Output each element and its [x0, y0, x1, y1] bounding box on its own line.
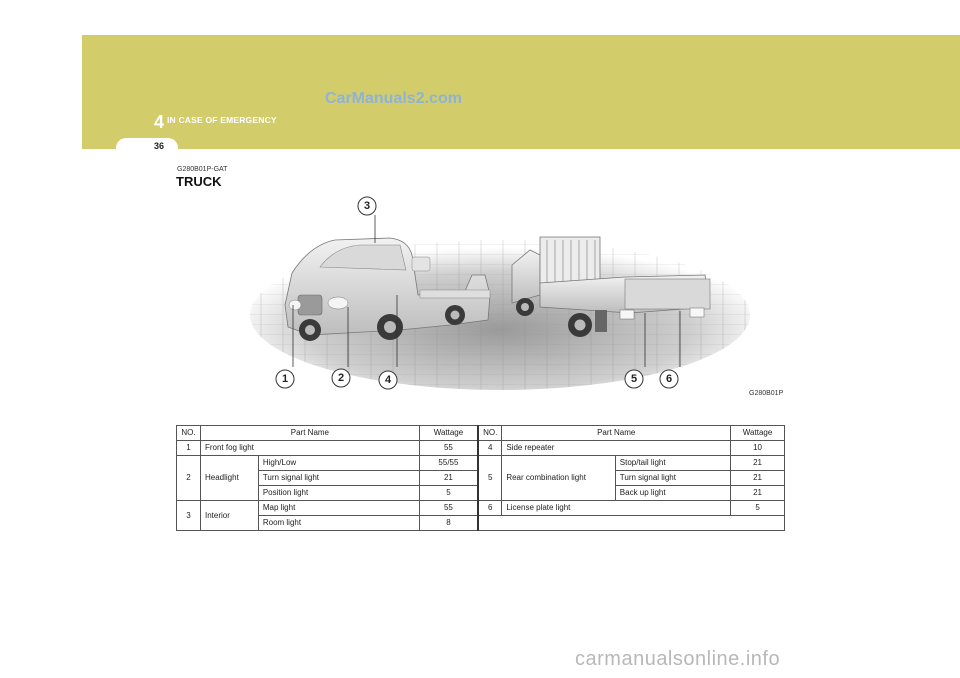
part-name: Side repeater — [502, 441, 731, 456]
callout-label-1: 1 — [281, 373, 289, 385]
wattage: 55/55 — [419, 456, 478, 471]
callout-3 — [358, 197, 376, 215]
wattage: 55 — [419, 501, 478, 516]
part-name: Front fog light — [200, 441, 419, 456]
row-no: 3 — [177, 501, 201, 531]
sub-part-name: Turn signal light — [258, 471, 419, 486]
row-no: 1 — [177, 441, 201, 456]
sub-part-name: Turn signal light — [615, 471, 730, 486]
header-no-left: NO. — [177, 426, 201, 441]
part-name: Headlight — [200, 456, 258, 501]
header-no-right: NO. — [478, 426, 502, 441]
row-no: 5 — [478, 456, 502, 501]
row-no: 6 — [478, 501, 502, 516]
header-part-name-right: Part Name — [502, 426, 731, 441]
wattage: 55 — [419, 441, 478, 456]
callout-4 — [379, 371, 397, 389]
truck-illustration — [250, 195, 750, 395]
sub-part-name: Map light — [258, 501, 419, 516]
wattage: 21 — [419, 471, 478, 486]
callout-label-3: 3 — [363, 200, 371, 212]
sub-part-name: Stop/tail light — [615, 456, 730, 471]
callout-2 — [332, 369, 350, 387]
header-wattage-left: Wattage — [419, 426, 478, 441]
sub-part-name: High/Low — [258, 456, 419, 471]
table-row — [177, 516, 785, 531]
callout-label-6: 6 — [665, 373, 673, 385]
wattage: 5 — [731, 501, 785, 516]
table-header-row — [177, 426, 785, 441]
callout-label-4: 4 — [384, 374, 392, 386]
wattage: 8 — [419, 516, 478, 531]
header-wattage-right: Wattage — [731, 426, 785, 441]
chapter-number: 4 — [154, 112, 165, 132]
sub-part-name: Back up light — [615, 486, 730, 501]
callout-6 — [660, 370, 678, 388]
empty-cell — [478, 516, 784, 531]
sub-part-name: Position light — [258, 486, 419, 501]
row-no: 2 — [177, 456, 201, 501]
watermark-link[interactable]: CarManuals2.com — [325, 90, 462, 107]
header-band — [82, 35, 960, 149]
wattage: 10 — [731, 441, 785, 456]
header-part-name-left: Part Name — [200, 426, 419, 441]
footer-watermark[interactable]: carmanualsonline.info — [575, 648, 781, 670]
page-number: 36 — [154, 141, 165, 151]
table-row — [177, 456, 785, 471]
section-title: TRUCK — [176, 174, 222, 189]
chapter-title: IN CASE OF EMERGENCY — [167, 115, 277, 125]
table-row — [177, 441, 785, 456]
wattage: 21 — [731, 486, 785, 501]
table-row — [177, 501, 785, 516]
figure-code: G280B01P — [749, 390, 784, 397]
sub-part-name: Room light — [258, 516, 419, 531]
callout-5 — [625, 370, 643, 388]
part-name: Rear combination light — [502, 456, 615, 501]
wattage: 21 — [731, 456, 785, 471]
callout-label-5: 5 — [630, 373, 638, 385]
wattage: 5 — [419, 486, 478, 501]
page-number-tab — [116, 138, 178, 158]
row-no: 4 — [478, 441, 502, 456]
wattage: 21 — [731, 471, 785, 486]
bulb-wattage-table — [176, 425, 785, 531]
part-name: Interior — [200, 501, 258, 531]
callout-1 — [276, 370, 294, 388]
callout-label-2: 2 — [337, 372, 345, 384]
section-code: G280B01P-GAT — [177, 166, 228, 173]
part-name: License plate light — [502, 501, 731, 516]
